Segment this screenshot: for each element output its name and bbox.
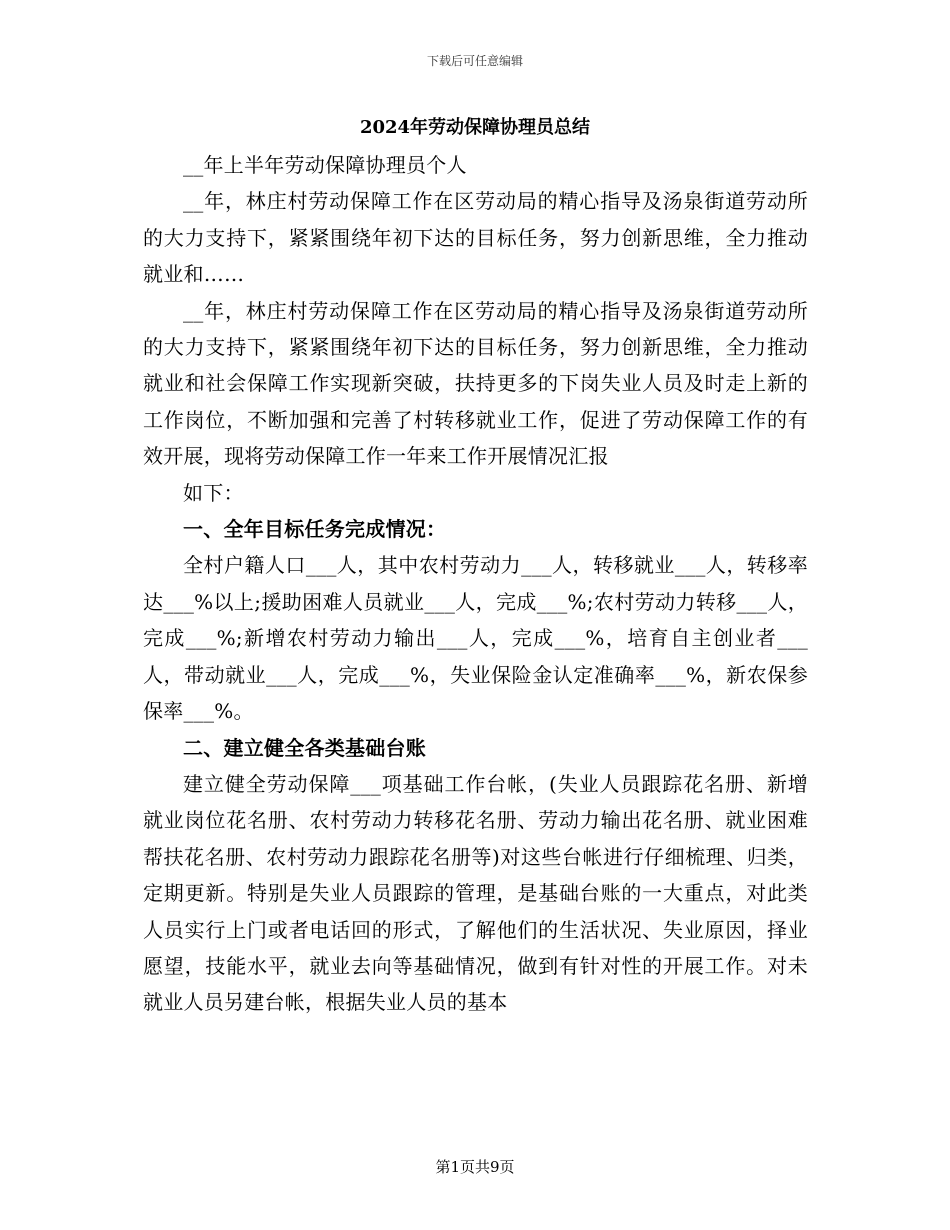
section-heading-1: 一、全年目标任务完成情况： (183, 517, 447, 542)
subtitle-paragraph: __年上半年劳动保障协理员个人 (183, 153, 467, 177)
intro-summary-paragraph: __年，林庄村劳动保障工作在区劳动局的精心指导及汤泉街道劳动所的大力支持下，紧紧围绕年初下达的目标任务，努力创新思维，全力推动就业和…… (143, 189, 808, 287)
intro-full-paragraph: __年，林庄村劳动保障工作在区劳动局的精心指导及汤泉街道劳动所的大力支持下，紧紧围绕年初下达的目标任务，努力创新思维，全力推动就业和社会保障工作实现新突破，扶持更多的下岗失业人员及时走上新的工作岗位，不断加强和完善了村转移就业工作，促进了劳动保障工作的有效开展，现将劳动保障工作一年来工作开展情况汇报 (143, 298, 808, 469)
targets-paragraph: 全村户籍人口___人，其中农村劳动力___人，转移就业___人，转移率达___%以上;援助困难人员就业___人，完成___%;农村劳动力转移___人，完成___%;新增农村劳动力输出___人，完成___%，培育自主创业者___人，带动就业___人，完成___%，失业保险金认定准确率___%，新农保参保率___%。 (143, 553, 808, 724)
report-lead-paragraph: 如下： (183, 480, 244, 505)
document-title: 2024年劳动保障协理员总结 (359, 117, 591, 138)
ledger-paragraph: 建立健全劳动保障___项基础工作台帐，(失业人员跟踪花名册、新增就业岗位花名册、农村劳动力转移花名册、劳动力输出花名册、就业困难帮扶花名册、农村劳动力跟踪花名册等)对这些台帐进行仔细梳理、归类，定期更新。特别是失业人员跟踪的管理，是基础台账的一大重点，对此类人员实行上门或者电话回的形式，了解他们的生活状况、失业原因，择业愿望，技能水平，就业去向等基础情况，做到有针对性的开展工作。对未就业人员另建台帐，根据失业人员的基本 (143, 771, 808, 1015)
document-body (143, 147, 808, 1021)
page-number: 第1页共9页 (435, 1158, 515, 1176)
page-header-note: 下载后可任意编辑 (426, 54, 523, 68)
section-heading-2: 二、建立健全各类基础台账 (183, 735, 426, 760)
